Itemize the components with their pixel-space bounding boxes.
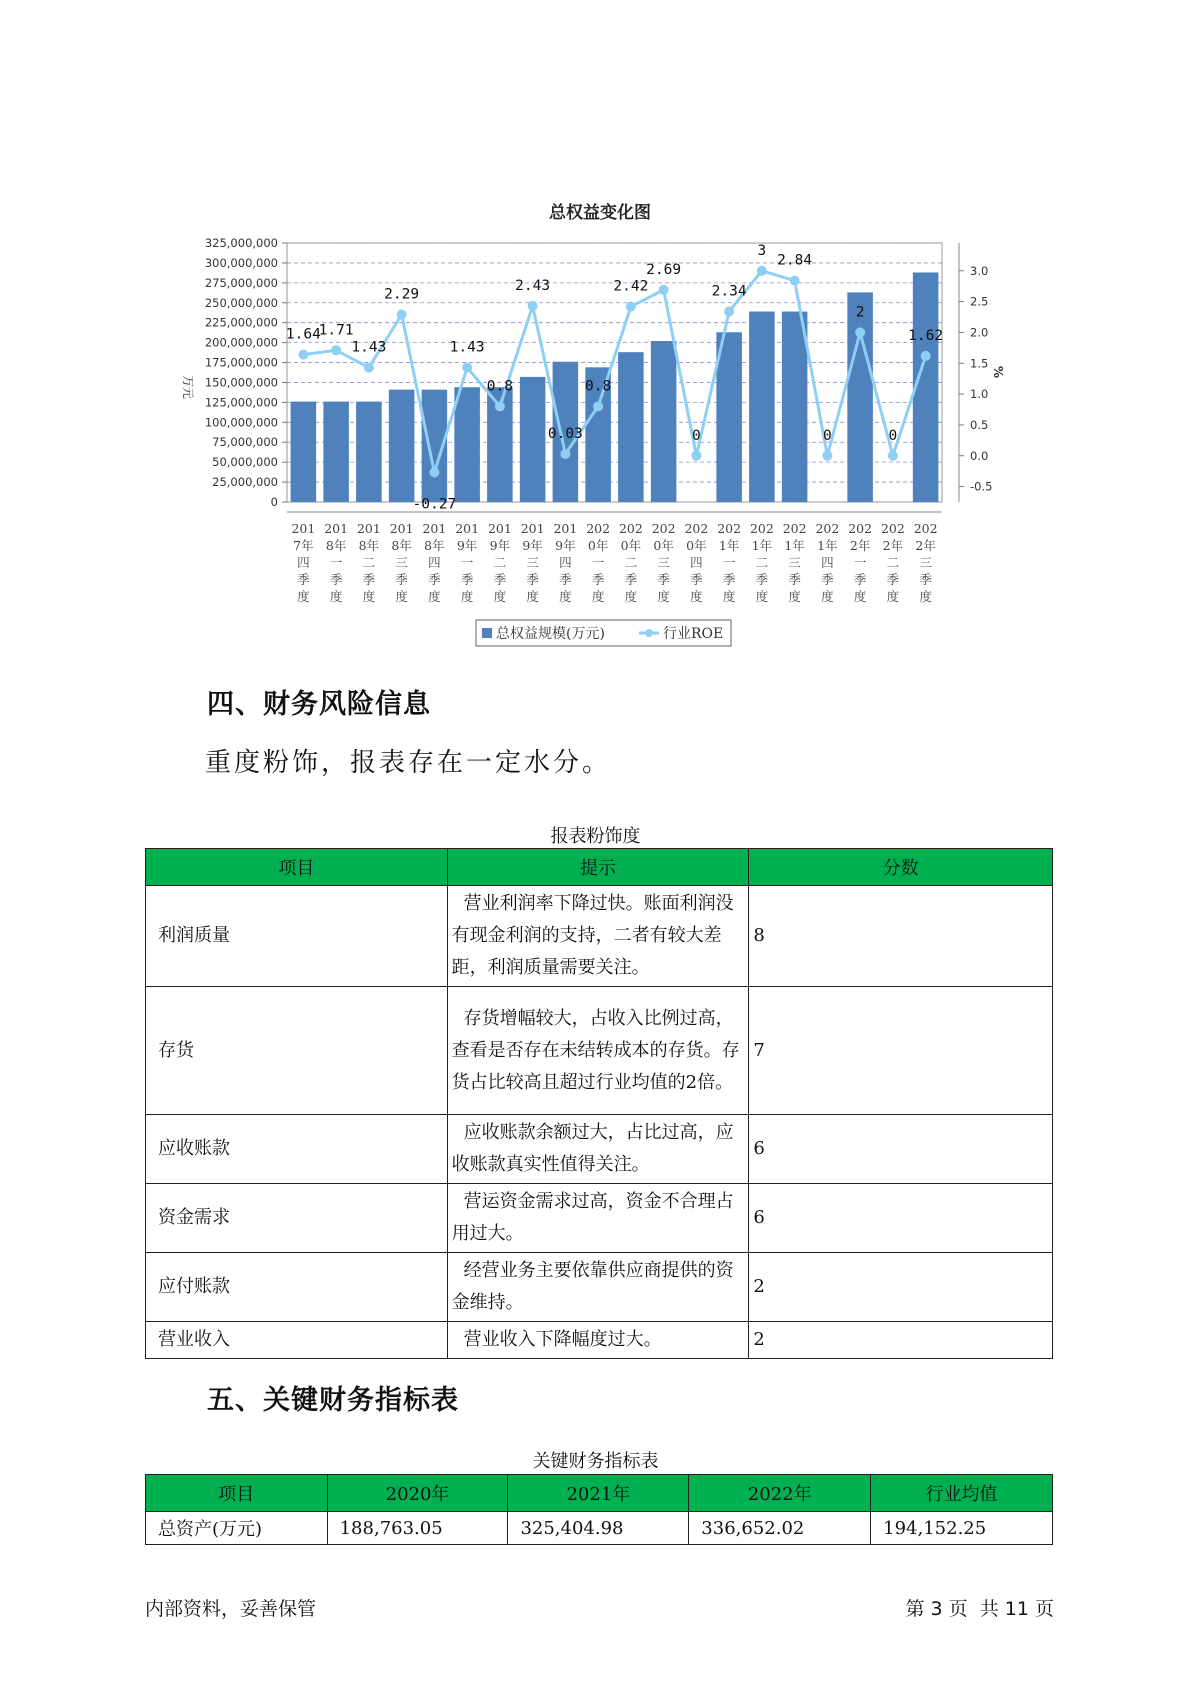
right-tick-label: 0.0 bbox=[970, 448, 989, 463]
header-cell: 2020年 bbox=[327, 1475, 508, 1512]
x-tick-label: 201 9年二季度 bbox=[487, 521, 512, 604]
right-tick-label: 2.5 bbox=[970, 294, 989, 309]
risk-item: 存货 bbox=[146, 987, 448, 1115]
bar bbox=[291, 402, 317, 502]
left-tick-label: 25,000,000 bbox=[212, 475, 278, 490]
data-label: 2.69 bbox=[646, 261, 682, 278]
table-row bbox=[146, 1253, 1053, 1322]
kpi-2020: 188,763.05 bbox=[327, 1512, 508, 1545]
data-label: 0 bbox=[823, 427, 832, 444]
table-row bbox=[146, 1512, 1053, 1545]
roe-point bbox=[855, 327, 865, 337]
bar bbox=[520, 377, 546, 502]
risk-hint: 营业利润率下降过快。账面利润没有现金利润的支持，二者有较大差距，利润质量需要关注。 bbox=[447, 886, 749, 987]
roe-point bbox=[593, 401, 603, 411]
header-cell: 项目 bbox=[146, 849, 448, 886]
right-tick-label: 0.5 bbox=[970, 417, 989, 432]
data-label: 1.62 bbox=[908, 327, 944, 344]
chart-title: 总权益变化图 bbox=[549, 203, 651, 223]
right-tick-label: 2.0 bbox=[970, 325, 989, 340]
header-cell: 项目 bbox=[146, 1475, 328, 1512]
bar bbox=[651, 341, 677, 502]
roe-point bbox=[364, 363, 374, 373]
kpi-item: 总资产(万元) bbox=[146, 1512, 328, 1545]
data-label: 2 bbox=[855, 304, 865, 321]
header-cell: 2021年 bbox=[508, 1475, 689, 1512]
roe-point bbox=[495, 401, 505, 411]
table-header-row bbox=[146, 1475, 1053, 1512]
x-tick-label: 202 0年四季度 bbox=[684, 521, 709, 604]
left-tick-label: 50,000,000 bbox=[212, 455, 278, 470]
roe-point bbox=[298, 350, 308, 360]
section5-heading: 五、关键财务指标表 bbox=[207, 1385, 459, 1416]
bar bbox=[356, 402, 382, 502]
left-tick-label: 225,000,000 bbox=[204, 315, 278, 330]
roe-point bbox=[331, 345, 341, 355]
bar bbox=[323, 402, 349, 502]
risk-table-caption: 报表粉饰度 bbox=[550, 826, 641, 847]
risk-item: 利润质量 bbox=[146, 886, 448, 987]
risk-hint: 经营业务主要依靠供应商提供的资金维持。 bbox=[447, 1253, 749, 1322]
table-row bbox=[146, 987, 1053, 1115]
bar bbox=[389, 390, 415, 502]
footer-page-number: 第 3 页 共 11 页 bbox=[905, 1598, 1054, 1620]
left-tick-label: 0 bbox=[270, 495, 278, 509]
left-tick-label: 275,000,000 bbox=[204, 275, 278, 290]
x-tick-label: 201 8年四季度 bbox=[422, 521, 447, 604]
data-label: 1.43 bbox=[449, 339, 485, 356]
bar bbox=[782, 312, 808, 502]
chart-legend bbox=[476, 620, 731, 646]
roe-point bbox=[560, 449, 570, 459]
roe-point bbox=[659, 285, 669, 295]
risk-item: 应付账款 bbox=[146, 1253, 448, 1322]
risk-hint: 应收账款余额过大，占比过高，应收账款真实性值得关注。 bbox=[447, 1115, 749, 1184]
kpi-industry-avg: 194,152.25 bbox=[871, 1512, 1053, 1545]
bar bbox=[716, 332, 742, 502]
x-tick-label: 202 0年二季度 bbox=[618, 521, 643, 604]
data-label: 3 bbox=[757, 242, 767, 259]
footer-confidential-note: 内部资料，妥善保管 bbox=[145, 1598, 317, 1620]
bar bbox=[618, 352, 644, 502]
risk-score: 6 bbox=[749, 1115, 1053, 1184]
legend-bar-swatch bbox=[482, 628, 492, 638]
roe-point bbox=[397, 310, 407, 320]
data-label: 1.43 bbox=[351, 339, 387, 356]
data-label: 2.42 bbox=[613, 278, 649, 295]
data-label: 0 bbox=[692, 427, 701, 444]
left-tick-label: 150,000,000 bbox=[204, 375, 278, 390]
risk-item: 营业收入 bbox=[146, 1322, 448, 1359]
total-equity-chart bbox=[0, 0, 1191, 660]
data-label: 2.43 bbox=[515, 277, 551, 294]
data-label: 0.03 bbox=[547, 425, 583, 442]
roe-point bbox=[429, 467, 439, 477]
left-tick-label: 200,000,000 bbox=[204, 335, 278, 350]
header-cell: 行业均值 bbox=[871, 1475, 1053, 1512]
header-cell: 分数 bbox=[749, 849, 1053, 886]
left-tick-label: 300,000,000 bbox=[204, 255, 278, 270]
right-axis-label: % bbox=[991, 366, 1005, 379]
right-tick-label: 3.0 bbox=[970, 263, 989, 278]
x-tick-label: 202 0年三季度 bbox=[651, 521, 676, 604]
roe-point bbox=[790, 276, 800, 286]
roe-point bbox=[691, 451, 701, 461]
data-label: 0 bbox=[888, 427, 898, 444]
roe-point bbox=[921, 351, 931, 361]
risk-score: 8 bbox=[749, 886, 1053, 987]
risk-hint: 营运资金需求过高，资金不合理占用过大。 bbox=[447, 1184, 749, 1253]
risk-item: 应收账款 bbox=[146, 1115, 448, 1184]
left-tick-label: 100,000,000 bbox=[204, 415, 278, 430]
risk-summary-text: 重度粉饰，报表存在一定水分。 bbox=[205, 748, 612, 778]
section4-heading: 四、财务风险信息 bbox=[207, 689, 431, 720]
x-tick-label: 202 2年三季度 bbox=[913, 521, 938, 604]
data-label: 1.71 bbox=[318, 322, 354, 339]
roe-point bbox=[757, 266, 767, 276]
risk-table bbox=[145, 848, 1053, 1359]
x-tick-label: 201 7年四季度 bbox=[291, 521, 316, 604]
bar bbox=[454, 387, 480, 502]
data-label: 2.29 bbox=[384, 286, 420, 303]
kpi-2022: 336,652.02 bbox=[689, 1512, 871, 1545]
x-tick-label: 201 8年三季度 bbox=[389, 521, 414, 604]
risk-score: 2 bbox=[749, 1322, 1053, 1359]
x-tick-label: 201 9年三季度 bbox=[520, 521, 545, 604]
table-row bbox=[146, 1322, 1053, 1359]
risk-item: 资金需求 bbox=[146, 1184, 448, 1253]
bar bbox=[749, 312, 775, 502]
bar bbox=[847, 292, 873, 502]
header-cell: 2022年 bbox=[689, 1475, 871, 1512]
table-row bbox=[146, 1115, 1053, 1184]
risk-hint: 存货增幅较大，占收入比例过高，查看是否存在未结转成本的存货。存货占比较高且超过行业均值的2倍。 bbox=[447, 987, 749, 1115]
data-label: 2.84 bbox=[777, 252, 813, 269]
left-tick-label: 125,000,000 bbox=[204, 395, 278, 410]
x-tick-label: 202 1年二季度 bbox=[749, 521, 774, 604]
table-row bbox=[146, 1184, 1053, 1253]
table-row bbox=[146, 886, 1053, 987]
x-tick-label: 201 9年四季度 bbox=[553, 521, 578, 604]
risk-score: 7 bbox=[749, 987, 1053, 1115]
left-tick-label: 250,000,000 bbox=[204, 295, 278, 310]
data-label: 0.8 bbox=[486, 378, 513, 395]
legend-line-label: 行业ROE bbox=[663, 626, 724, 642]
left-tick-label: 325,000,000 bbox=[204, 236, 278, 250]
right-tick-label: 1.5 bbox=[970, 356, 989, 371]
x-tick-label: 202 1年一季度 bbox=[717, 521, 742, 604]
roe-point bbox=[724, 306, 734, 316]
line-series bbox=[286, 243, 943, 513]
data-label: -0.27 bbox=[412, 496, 457, 513]
left-tick-label: 175,000,000 bbox=[204, 355, 278, 370]
roe-point bbox=[626, 302, 636, 312]
header-cell: 提示 bbox=[447, 849, 749, 886]
table-header-row bbox=[146, 849, 1053, 886]
roe-point bbox=[888, 451, 898, 461]
x-tick-label: 201 8年一季度 bbox=[324, 521, 349, 604]
roe-point bbox=[462, 363, 472, 373]
bar-series bbox=[291, 272, 939, 502]
risk-hint: 营业收入下降幅度过大。 bbox=[447, 1322, 749, 1359]
left-tick-label: 75,000,000 bbox=[212, 435, 278, 450]
data-label: 0.8 bbox=[585, 378, 612, 395]
risk-score: 2 bbox=[749, 1253, 1053, 1322]
right-tick-label: -0.5 bbox=[970, 479, 993, 494]
x-tick-label: 202 2年二季度 bbox=[880, 521, 905, 604]
kpi-2021: 325,404.98 bbox=[508, 1512, 689, 1545]
x-tick-label: 202 1年三季度 bbox=[782, 521, 807, 604]
roe-point bbox=[528, 301, 538, 311]
legend-line-marker bbox=[645, 629, 653, 637]
roe-point bbox=[822, 451, 832, 461]
kpi-table-caption: 关键财务指标表 bbox=[532, 1451, 659, 1472]
x-tick-label: 201 8年二季度 bbox=[356, 521, 381, 604]
kpi-table bbox=[145, 1474, 1053, 1545]
data-label: 1.64 bbox=[285, 326, 321, 343]
right-tick-label: 1.0 bbox=[970, 387, 989, 402]
x-tick-label: 202 0年一季度 bbox=[586, 521, 611, 604]
data-label: 2.34 bbox=[711, 283, 747, 300]
x-tick-label: 202 1年四季度 bbox=[815, 521, 840, 604]
risk-score: 6 bbox=[749, 1184, 1053, 1253]
left-axis-label: 万元 bbox=[181, 375, 195, 400]
legend-bar-label: 总权益规模(万元) bbox=[496, 626, 605, 642]
x-tick-label: 202 2年一季度 bbox=[848, 521, 873, 604]
x-tick-label: 201 9年一季度 bbox=[455, 521, 480, 604]
